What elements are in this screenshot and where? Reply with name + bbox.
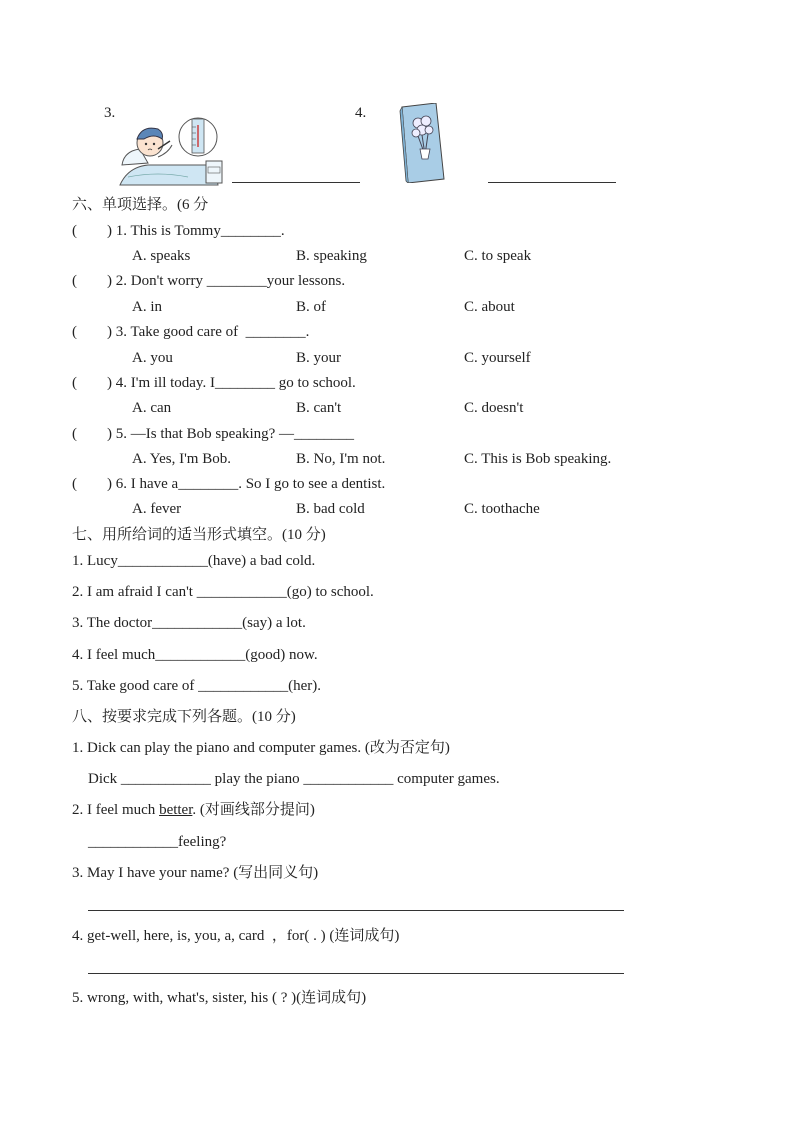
question-2-stem (72, 272, 345, 290)
question-4-answer-line[interactable] (88, 973, 624, 974)
section-6-heading: 六、单项选择。(6 分 (72, 197, 209, 213)
section-8-question-4: 4. get-well, here, is, you, a, card ，for( . ) (连词成句) (72, 928, 400, 944)
picture-4-answer-blank[interactable] (488, 182, 616, 183)
question-6-option-c: C. toothache (464, 501, 540, 517)
section-7-item-1: 1. Lucy____________(have) a bad cold. (72, 553, 316, 569)
picture-3-number: 3. (104, 105, 116, 121)
section-7-item-5: 5. Take good care of ____________(her). (72, 678, 322, 694)
section-8-heading: 八、按要求完成下列各题。(10 分) (72, 709, 296, 725)
question-5-stem: ( ) 5. —Is that Bob speaking? —________ (72, 426, 355, 442)
question-1-option-c: C. to speak (464, 248, 532, 264)
section-8-question-3: 3. May I have your name? (写出同义句) (72, 865, 319, 881)
section-7-item-4: 4. I feel much____________(good) now. (72, 647, 318, 663)
question-6-option-b: B. bad cold (296, 501, 365, 517)
question-4-stem: ( ) 4. I'm ill today. I________ go to school. (72, 375, 356, 391)
sick-boy-in-bed-picture (118, 115, 224, 187)
question-4-option-c: C. doesn't (464, 400, 524, 416)
q2-underlined-word: better (159, 802, 193, 818)
question-2-option-c: C. about (464, 299, 515, 315)
question-3-option-c: C. yourself (464, 350, 531, 366)
question-5-option-b: B. No, I'm not. (296, 451, 386, 467)
question-3-option-b: B. your (296, 350, 341, 366)
question-6-stem: ( ) 6. I have a________. So I go to see a dentist. (72, 476, 386, 492)
question-1-option-b: B. speaking (296, 248, 367, 264)
question-1-stem: ( ) 1. This is Tommy________. (72, 223, 285, 239)
question-2-stem-end: __your lessons. (251, 273, 346, 289)
section-8-question-1: 1. Dick can play the piano and computer games. (改为否定句) (72, 740, 450, 756)
picture-3-answer-blank[interactable] (232, 182, 360, 183)
get-well-card-picture (398, 103, 448, 183)
section-7-item-2: 2. I am afraid I can't ____________(go) to school. (72, 584, 374, 600)
section-7-item-3: 3. The doctor____________(say) a lot. (72, 615, 306, 631)
q2-text-end: . (对画线部分提问) (192, 802, 315, 818)
picture-4-number: 4. (355, 105, 367, 121)
question-2-stem-start: ( ) 2. Don't worry ______ (72, 273, 252, 289)
question-2-option-b: B. of (296, 299, 326, 315)
question-5-option-c: C. This is Bob speaking. (464, 451, 612, 467)
q2-text-start: 2. I feel much (72, 802, 160, 818)
question-4-option-a: A. can (132, 400, 172, 416)
question-3-stem: ( ) 3. Take good care of ________. (72, 324, 310, 340)
question-3-answer-line[interactable] (88, 910, 624, 911)
section-8-question-5: 5. wrong, with, what's, sister, his ( ? )(连词成句) (72, 990, 367, 1006)
section-8-question-1-answer: Dick ____________ play the piano ____________ computer games. (88, 771, 500, 787)
question-5-option-a: A. Yes, I'm Bob. (132, 451, 231, 467)
question-6-option-a: A. fever (132, 501, 182, 517)
section-8-question-2-answer: ____________feeling? (88, 834, 227, 850)
question-2-option-a: A. in (132, 299, 162, 315)
section-7-heading: 七、用所给词的适当形式填空。(10 分) (72, 527, 326, 543)
question-4-option-b: B. can't (296, 400, 342, 416)
question-3-option-a: A. you (132, 350, 173, 366)
question-1-option-a: A. speaks (132, 248, 191, 264)
section-8-question-2 (72, 801, 315, 819)
